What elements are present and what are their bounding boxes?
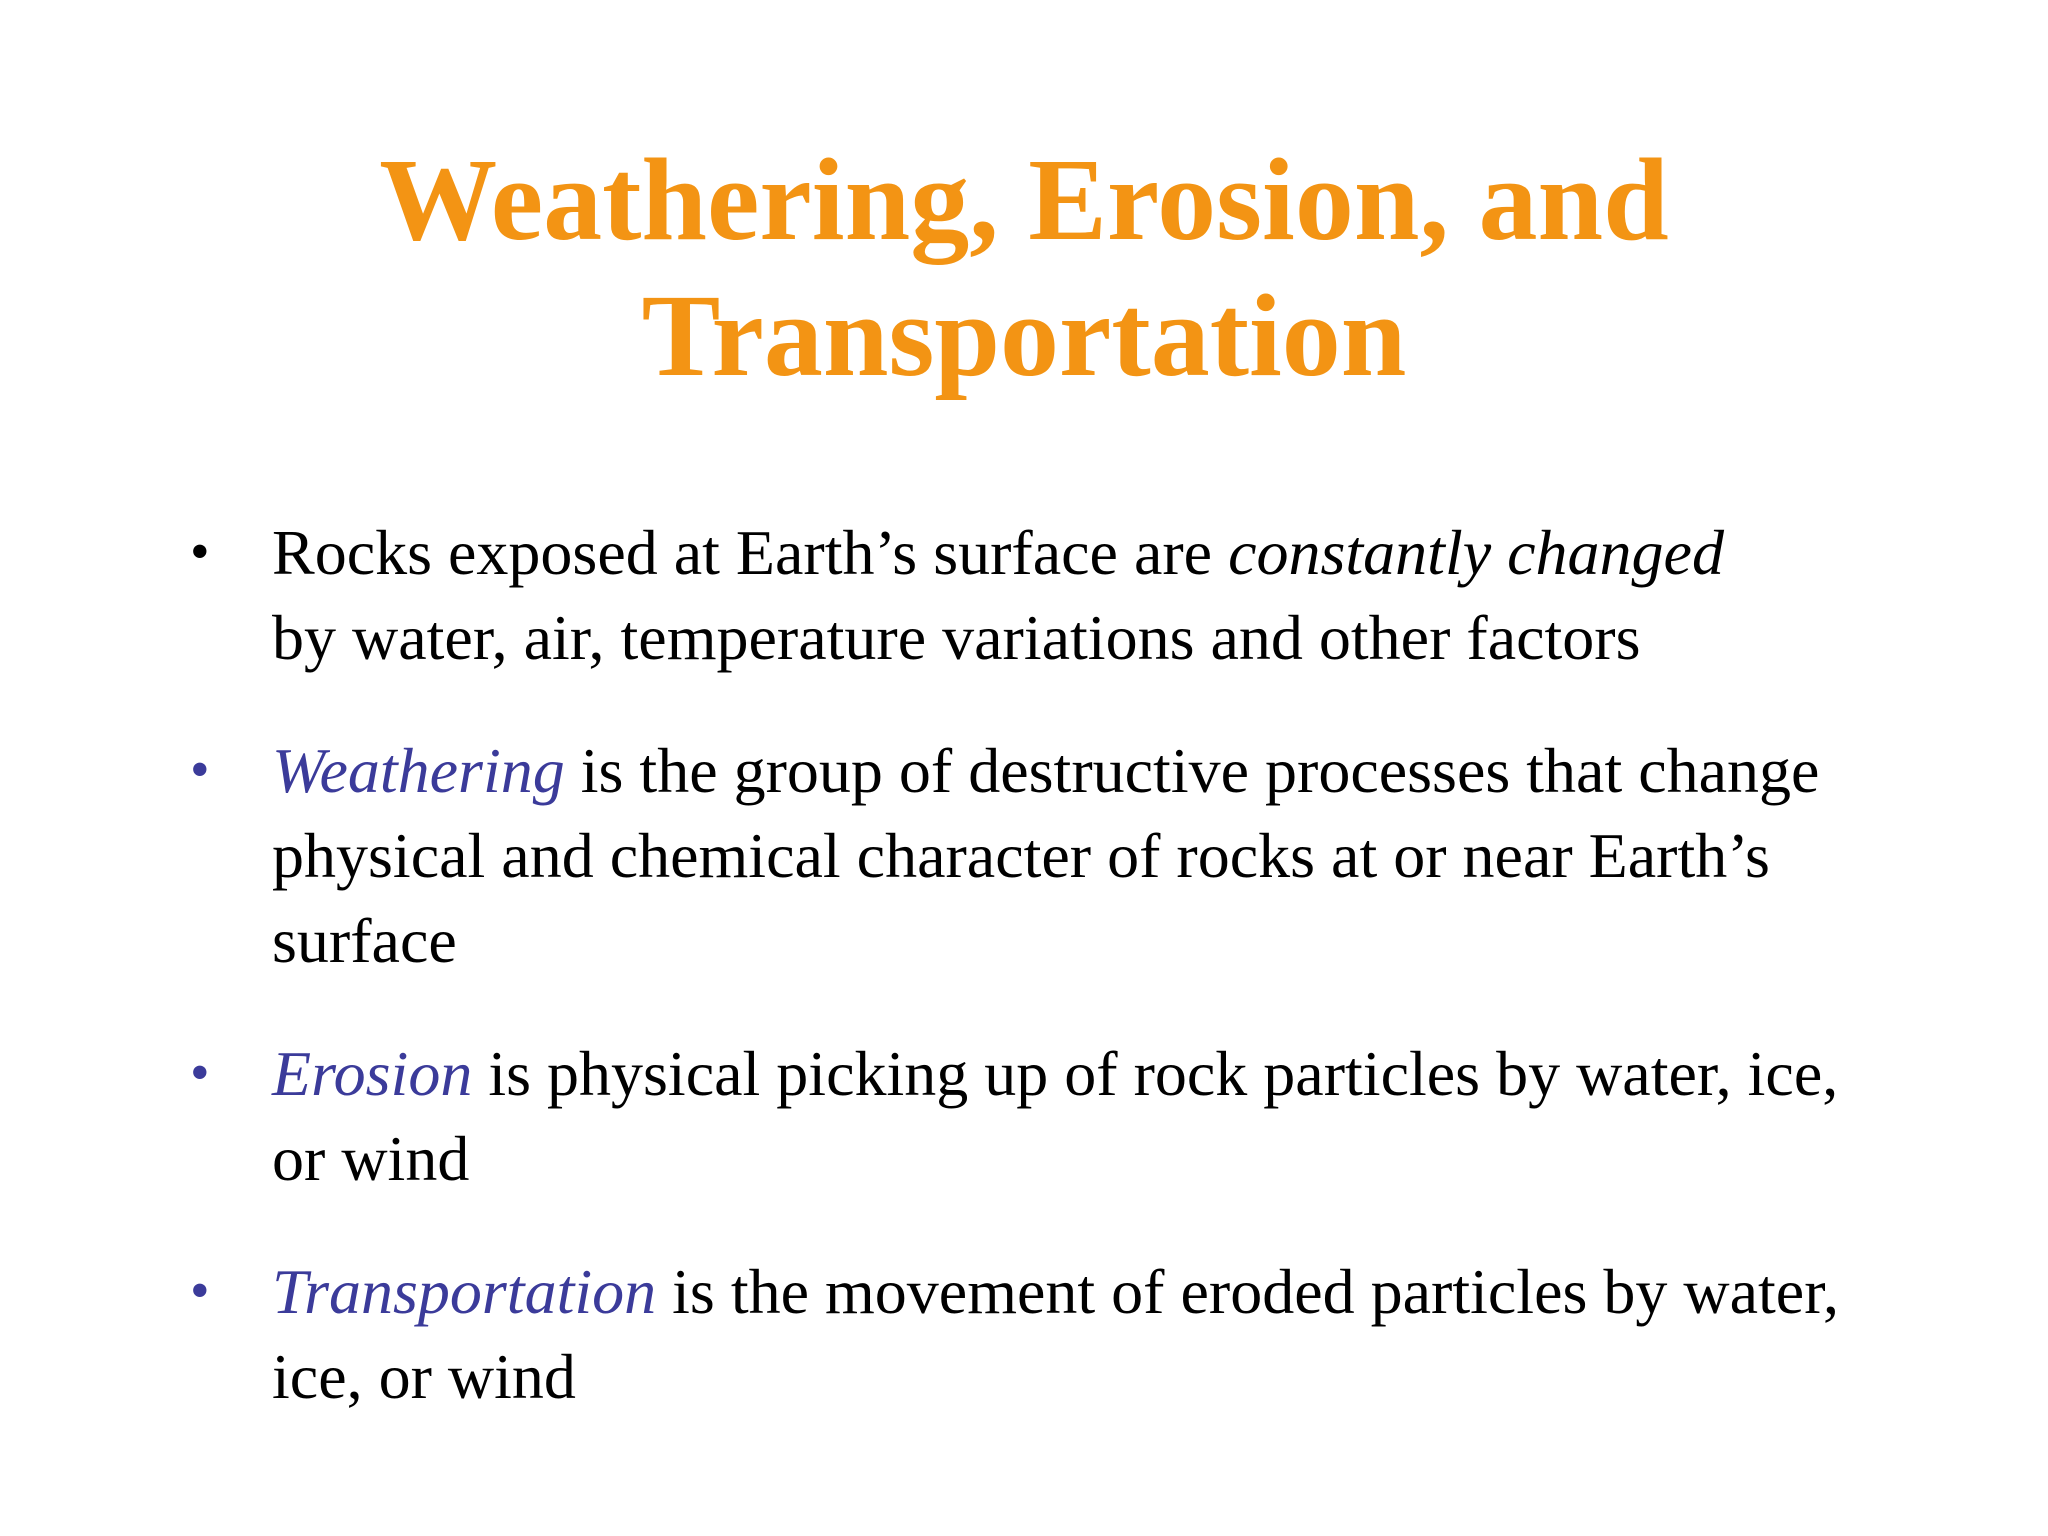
bullet-item-weathering: [190, 728, 1890, 983]
title-line-1: Weathering, Erosion, and: [379, 134, 1669, 265]
bullet-list: [190, 510, 1890, 1419]
bullet-marker: •: [190, 521, 210, 583]
bullet-item-transportation: [190, 1249, 1890, 1419]
bullet-item-erosion: [190, 1031, 1890, 1201]
title-line-2: Transportation: [641, 270, 1407, 401]
bullet-marker: •: [190, 1042, 210, 1104]
term-weathering: Weathering: [272, 735, 565, 806]
bullet-text-continuation: by water, air, temperature variations and other factors: [272, 602, 1641, 673]
bullet-emphasis: constantly changed: [1228, 517, 1724, 588]
slide-title: [0, 132, 2048, 404]
bullet-item-rocks: [190, 510, 1890, 680]
bullet-marker: •: [190, 1260, 210, 1322]
term-transportation: Transportation: [272, 1256, 657, 1327]
term-erosion: Erosion: [272, 1038, 473, 1109]
bullet-text-intro: Rocks exposed at Earth’s surface are: [272, 517, 1229, 588]
definition-erosion: is physical picking up of rock particles by water, ice, or wind: [272, 1038, 1839, 1194]
definition-weathering: is the group of destructive processes that change physical and chemical character of rocks at or near Earth’s surface: [272, 735, 1820, 976]
bullet-marker: •: [190, 739, 210, 801]
definition-transportation: is the movement of eroded particles by water, ice, or wind: [272, 1256, 1839, 1412]
